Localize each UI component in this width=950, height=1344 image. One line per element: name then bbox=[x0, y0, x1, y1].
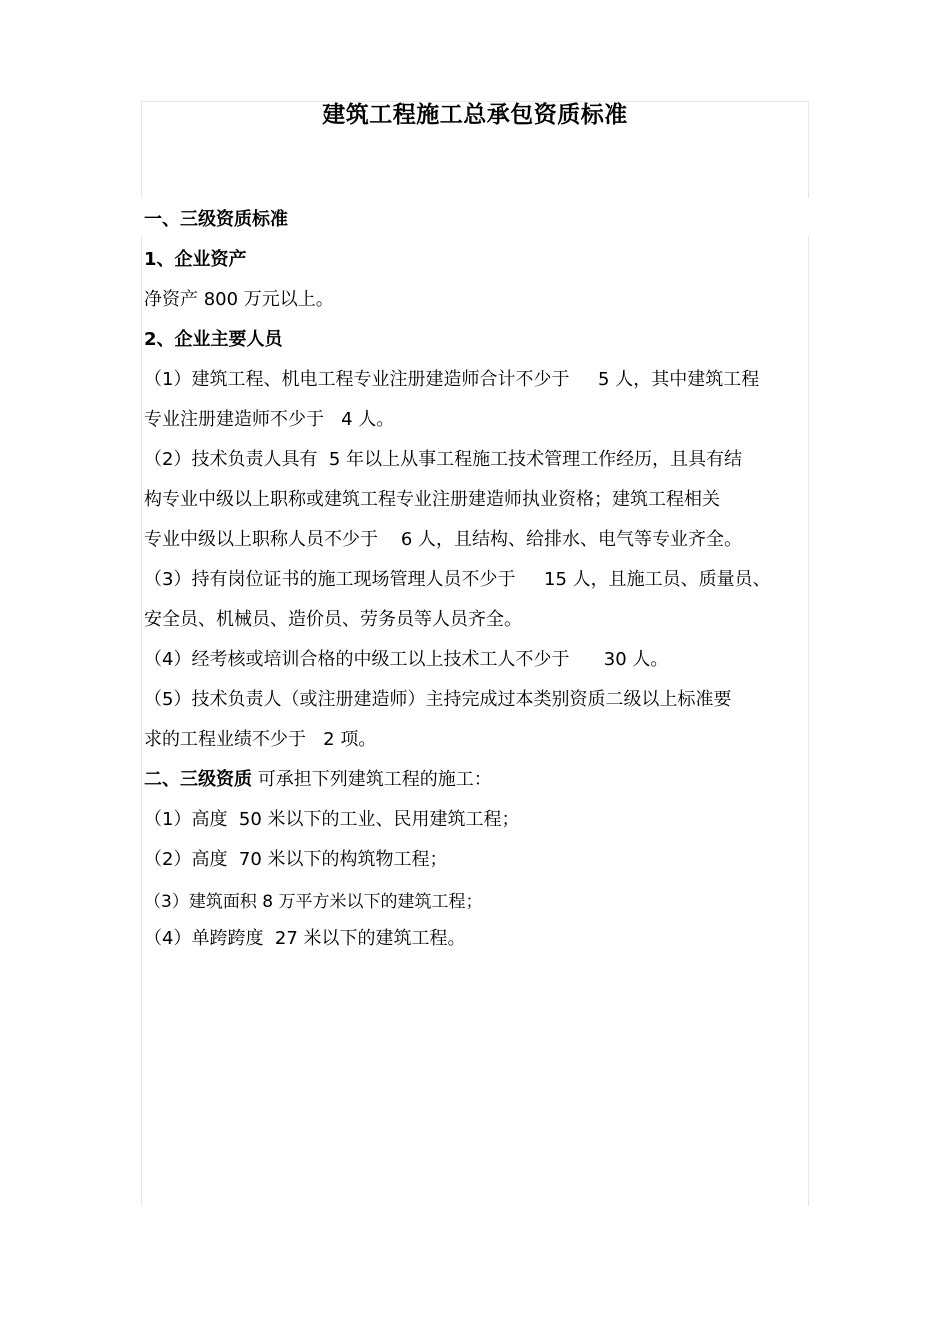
paragraph-5-line-1: （5）技术负责人（或注册建造师）主持完成过本类别资质二级以上标准要 bbox=[144, 689, 732, 710]
paragraph-3-line-1: （3）持有岗位证书的施工现场管理人员不少于 15 人，且施工员、质量员、 bbox=[144, 569, 771, 590]
sub2-heading: 2、企业主要人员 bbox=[144, 329, 283, 350]
paragraph-1-line-2: 专业注册建造师不少于 4 人。 bbox=[144, 409, 395, 430]
sub1-heading: 1、企业资产 bbox=[144, 249, 247, 270]
page-frame-left bbox=[141, 236, 142, 1206]
paragraph-3-line-2: 安全员、机械员、造价员、劳务员等人员齐全。 bbox=[144, 609, 522, 630]
section1-heading: 一、三级资质标准 bbox=[144, 209, 288, 230]
paragraph-2-line-1: （2）技术负责人具有 5 年以上从事工程施工技术管理工作经历，且具有结 bbox=[144, 449, 743, 470]
paragraph-4-line-1: （4）经考核或培训合格的中级工以上技术工人不少于 30 人。 bbox=[144, 649, 669, 670]
paragraph-2-line-3: 专业中级以上职称人员不少于 6 人，且结构、给排水、电气等专业齐全。 bbox=[144, 529, 743, 550]
sub1-text: 净资产 800 万元以上。 bbox=[144, 289, 334, 310]
section2-heading: 二、三级资质 bbox=[144, 769, 252, 790]
page-frame-right bbox=[808, 236, 809, 1206]
section2-item-1: （1）高度 50 米以下的工业、民用建筑工程； bbox=[144, 809, 520, 830]
paragraph-1-line-1: （1）建筑工程、机电工程专业注册建造师合计不少于 5 人，其中建筑工程 bbox=[144, 369, 760, 390]
section2-text: 可承担下列建筑工程的施工： bbox=[252, 769, 492, 790]
section2-line bbox=[144, 767, 492, 793]
paragraph-2-line-2: 构专业中级以上职称或建筑工程专业注册建造师执业资格；建筑工程相关 bbox=[144, 489, 720, 510]
document-title: 建筑工程施工总承包资质标准 bbox=[322, 102, 628, 128]
section2-item-3: （3）建筑面积 8 万平方米以下的建筑工程； bbox=[144, 892, 483, 912]
paragraph-5-line-2: 求的工程业绩不少于 2 项。 bbox=[144, 729, 377, 750]
section2-item-2: （2）高度 70 米以下的构筑物工程； bbox=[144, 849, 448, 870]
section2-item-4: （4）单跨跨度 27 米以下的建筑工程。 bbox=[144, 928, 466, 949]
